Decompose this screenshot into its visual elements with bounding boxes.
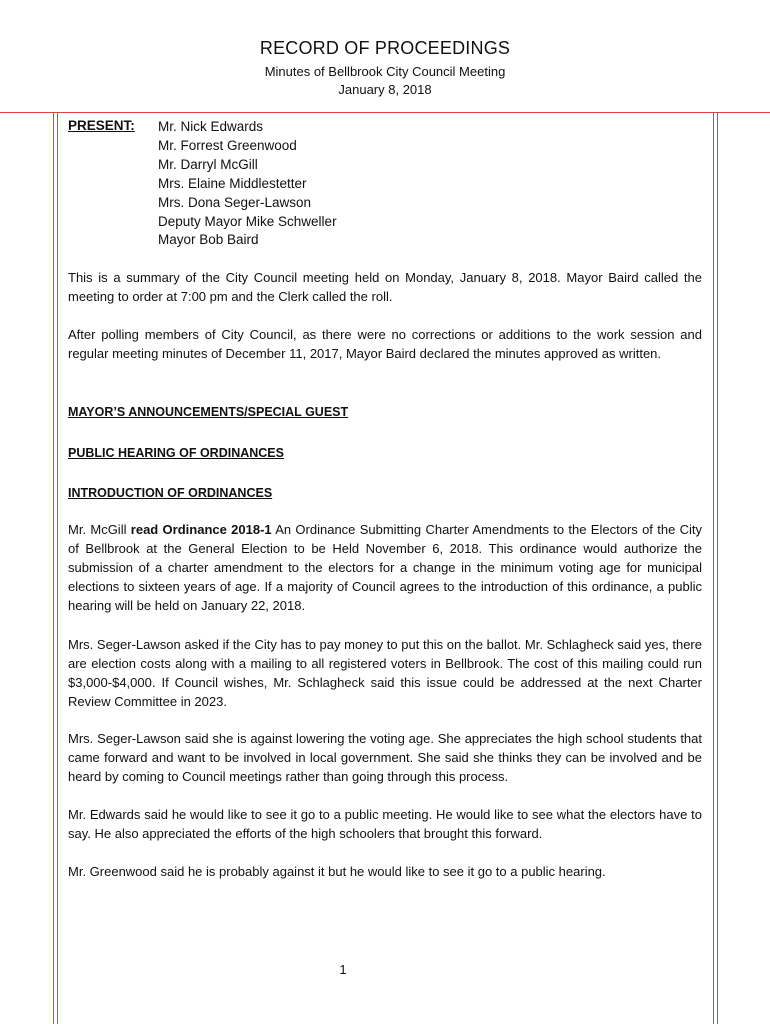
ordinance-description: An Ordinance Submitting Charter Amendments to the Electors of the City of Bellbrook at the General Election to be Held November 6, 2018. This ordinance would authorize the submission of a charter amendment to the electors for a change in the minimum voting age for municipal elections to sixteen years of age. If a majority of Council agrees to the introduction of this ordinance, a public hearing will be held on January 22, 2018. [68,522,702,613]
present-member: Deputy Mayor Mike Schweller [158,213,337,229]
present-member: Mr. Darryl McGill [158,156,258,172]
discussion-paragraph-against: Mrs. Seger-Lawson said she is against lowering the voting age. She appreciates the high school students that came forward and want to be involved in local government. She said she thinks they can be involved and be heard by coming to Council meetings rather than going through this process. [68,731,702,784]
present-member: Mr. Forrest Greenwood [158,137,297,153]
section-heading-public-hearing: PUBLIC HEARING OF ORDINANCES [68,446,284,460]
present-member: Mrs. Dona Seger-Lawson [158,194,312,210]
left-margin-rule-outer [53,112,54,1024]
header-rule [0,112,770,113]
present-member: Mrs. Elaine Middlestetter [158,175,307,191]
ordinance-reference: read Ordinance 2018-1 [130,522,272,537]
minutes-approval-paragraph: After polling members of City Council, as there were no corrections or additions to the work session and regular meeting minutes of December 11, 2017, Mayor Baird declared the minutes approved as written. [68,327,702,361]
section-heading-introduction: INTRODUCTION OF ORDINANCES [68,486,273,500]
discussion-paragraph-edwards: Mr. Edwards said he would like to see it go to a public meeting. He would like to see what the electors have to say. He also appreciated the efforts of the high schoolers that brought this forward. [68,807,702,841]
page-number: 1 [339,962,347,977]
section-heading-mayors-announcements: MAYOR’S ANNOUNCEMENTS/SPECIAL GUEST [68,405,349,419]
left-margin-rule-inner [57,112,58,1024]
meeting-date: January 8, 2018 [338,82,432,97]
right-margin-rule-inner [713,112,714,1024]
present-members-list [158,118,337,250]
present-member: Mr. Nick Edwards [158,119,264,134]
document-title: RECORD OF PROCEEDINGS [259,38,511,58]
present-label: PRESENT: [68,118,135,133]
discussion-paragraph-greenwood: Mr. Greenwood said he is probably against it but he would like to see it go to a public hearing. [68,864,606,879]
summary-paragraph: This is a summary of the City Council meeting held on Monday, January 8, 2018. Mayor Baird called the meeting to order at 7:00 pm and the Clerk called the roll. [68,270,702,304]
present-member: Mayor Bob Baird [158,232,259,248]
document-subtitle: Minutes of Bellbrook City Council Meeting [264,64,506,79]
ordinance-paragraph [68,520,702,615]
discussion-paragraph-cost: Mrs. Seger-Lawson asked if the City has to pay money to put this on the ballot. Mr. Schlagheck said yes, there are election costs along with a mailing to all registered voters in Bellbrook. The cost of this mailing could run $3,000-$4,000. If Council wishes, Mr. Schlagheck said this issue could be addressed at the next Charter Review Committee in 2023. [68,637,702,709]
right-margin-rule-outer [717,112,718,1024]
ordinance-intro-text: Mr. McGill [68,522,131,537]
